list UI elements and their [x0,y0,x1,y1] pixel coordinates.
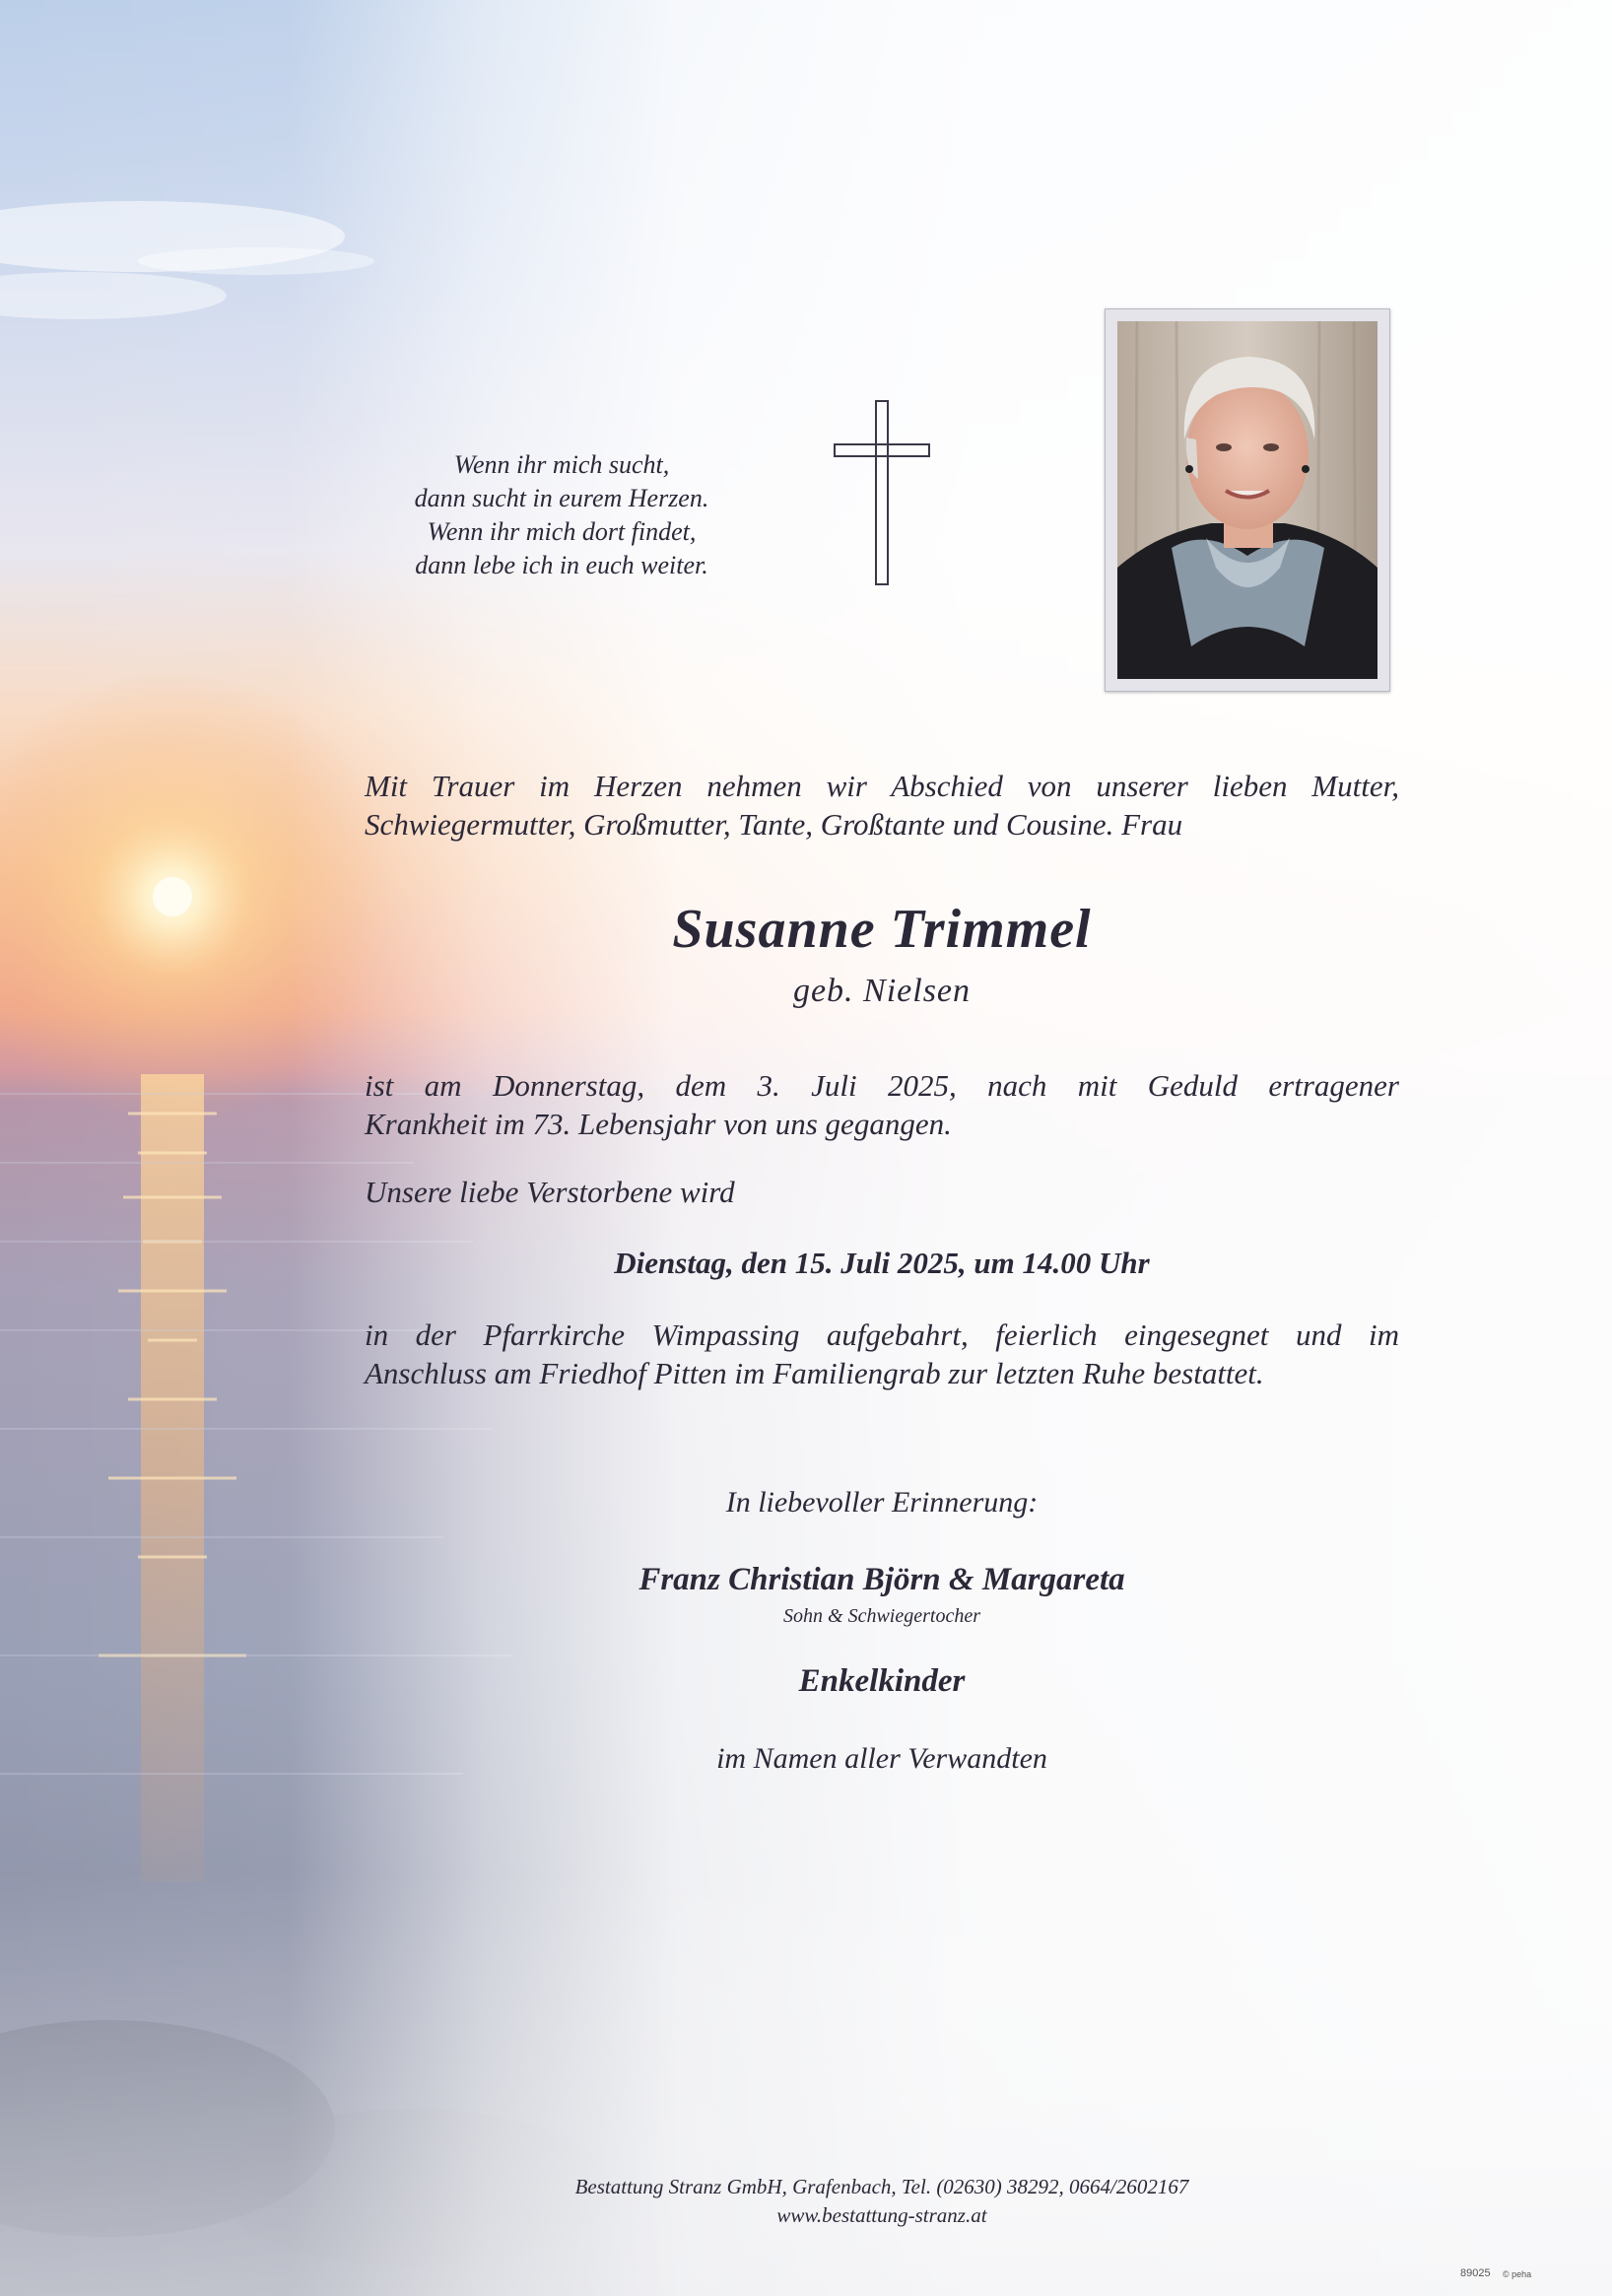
service-intro: Unsere liebe Verstorbene wird [365,1175,735,1209]
service-details [365,1316,1399,1392]
service-details-line: Anschluss am Friedhof Pitten im Familiengrab zur letzten Ruhe bestattet. [365,1356,1264,1390]
poem-line: dann lebe ich in euch weiter. [415,551,708,579]
mourner-name: Enkelkinder [798,1663,966,1699]
intro-line: Mit Trauer im Herzen nehmen wir Abschied von unserer lieben Mutter, [365,769,1399,803]
memory-heading: In liebevoller Erinnerung: [725,1486,1039,1519]
printer-mark: © peha [1503,2269,1532,2279]
service-date: Dienstag, den 15. Juli 2025, um 14.00 Uhr [614,1246,1150,1280]
mourner-relation: Sohn & Schwiegertocher [783,1605,980,1627]
mourner-name: Franz Christian Björn & Margareta [638,1562,1125,1597]
poem-line: Wenn ihr mich dort findet, [427,517,697,546]
poem-line: Wenn ihr mich sucht, [453,450,670,479]
death-notice [365,1066,1399,1143]
death-notice-line: ist am Donnerstag, dem 3. Juli 2025, nach mit Geduld ertragener [365,1068,1399,1103]
memorial-poem [335,448,788,582]
death-notice-line: Krankheit im 73. Lebensjahr von uns gegangen. [365,1107,952,1141]
cross-icon [833,399,931,586]
funeral-home-website[interactable]: www.bestattung-stranz.at [776,2203,987,2227]
poem-line: dann sucht in eurem Herzen. [414,484,709,512]
portrait-photo [1117,321,1377,679]
print-code: 89025 [1460,2267,1491,2279]
portrait-frame [1105,308,1390,692]
birth-name: geb. Nielsen [792,973,972,1009]
closing-line: im Namen aller Verwandten [716,1742,1047,1775]
deceased-name: Susanne Trimmel [672,899,1092,960]
intro-line: Schwiegermutter, Großmutter, Tante, Großtante und Cousine. Frau [365,807,1183,842]
intro-paragraph [365,767,1399,844]
service-details-line: in der Pfarrkirche Wimpassing aufgebahrt, feierlich eingesegnet und im [365,1317,1399,1352]
funeral-home-info: Bestattung Stranz GmbH, Grafenbach, Tel. (02630) 38292, 0664/2602167 [574,2175,1189,2198]
